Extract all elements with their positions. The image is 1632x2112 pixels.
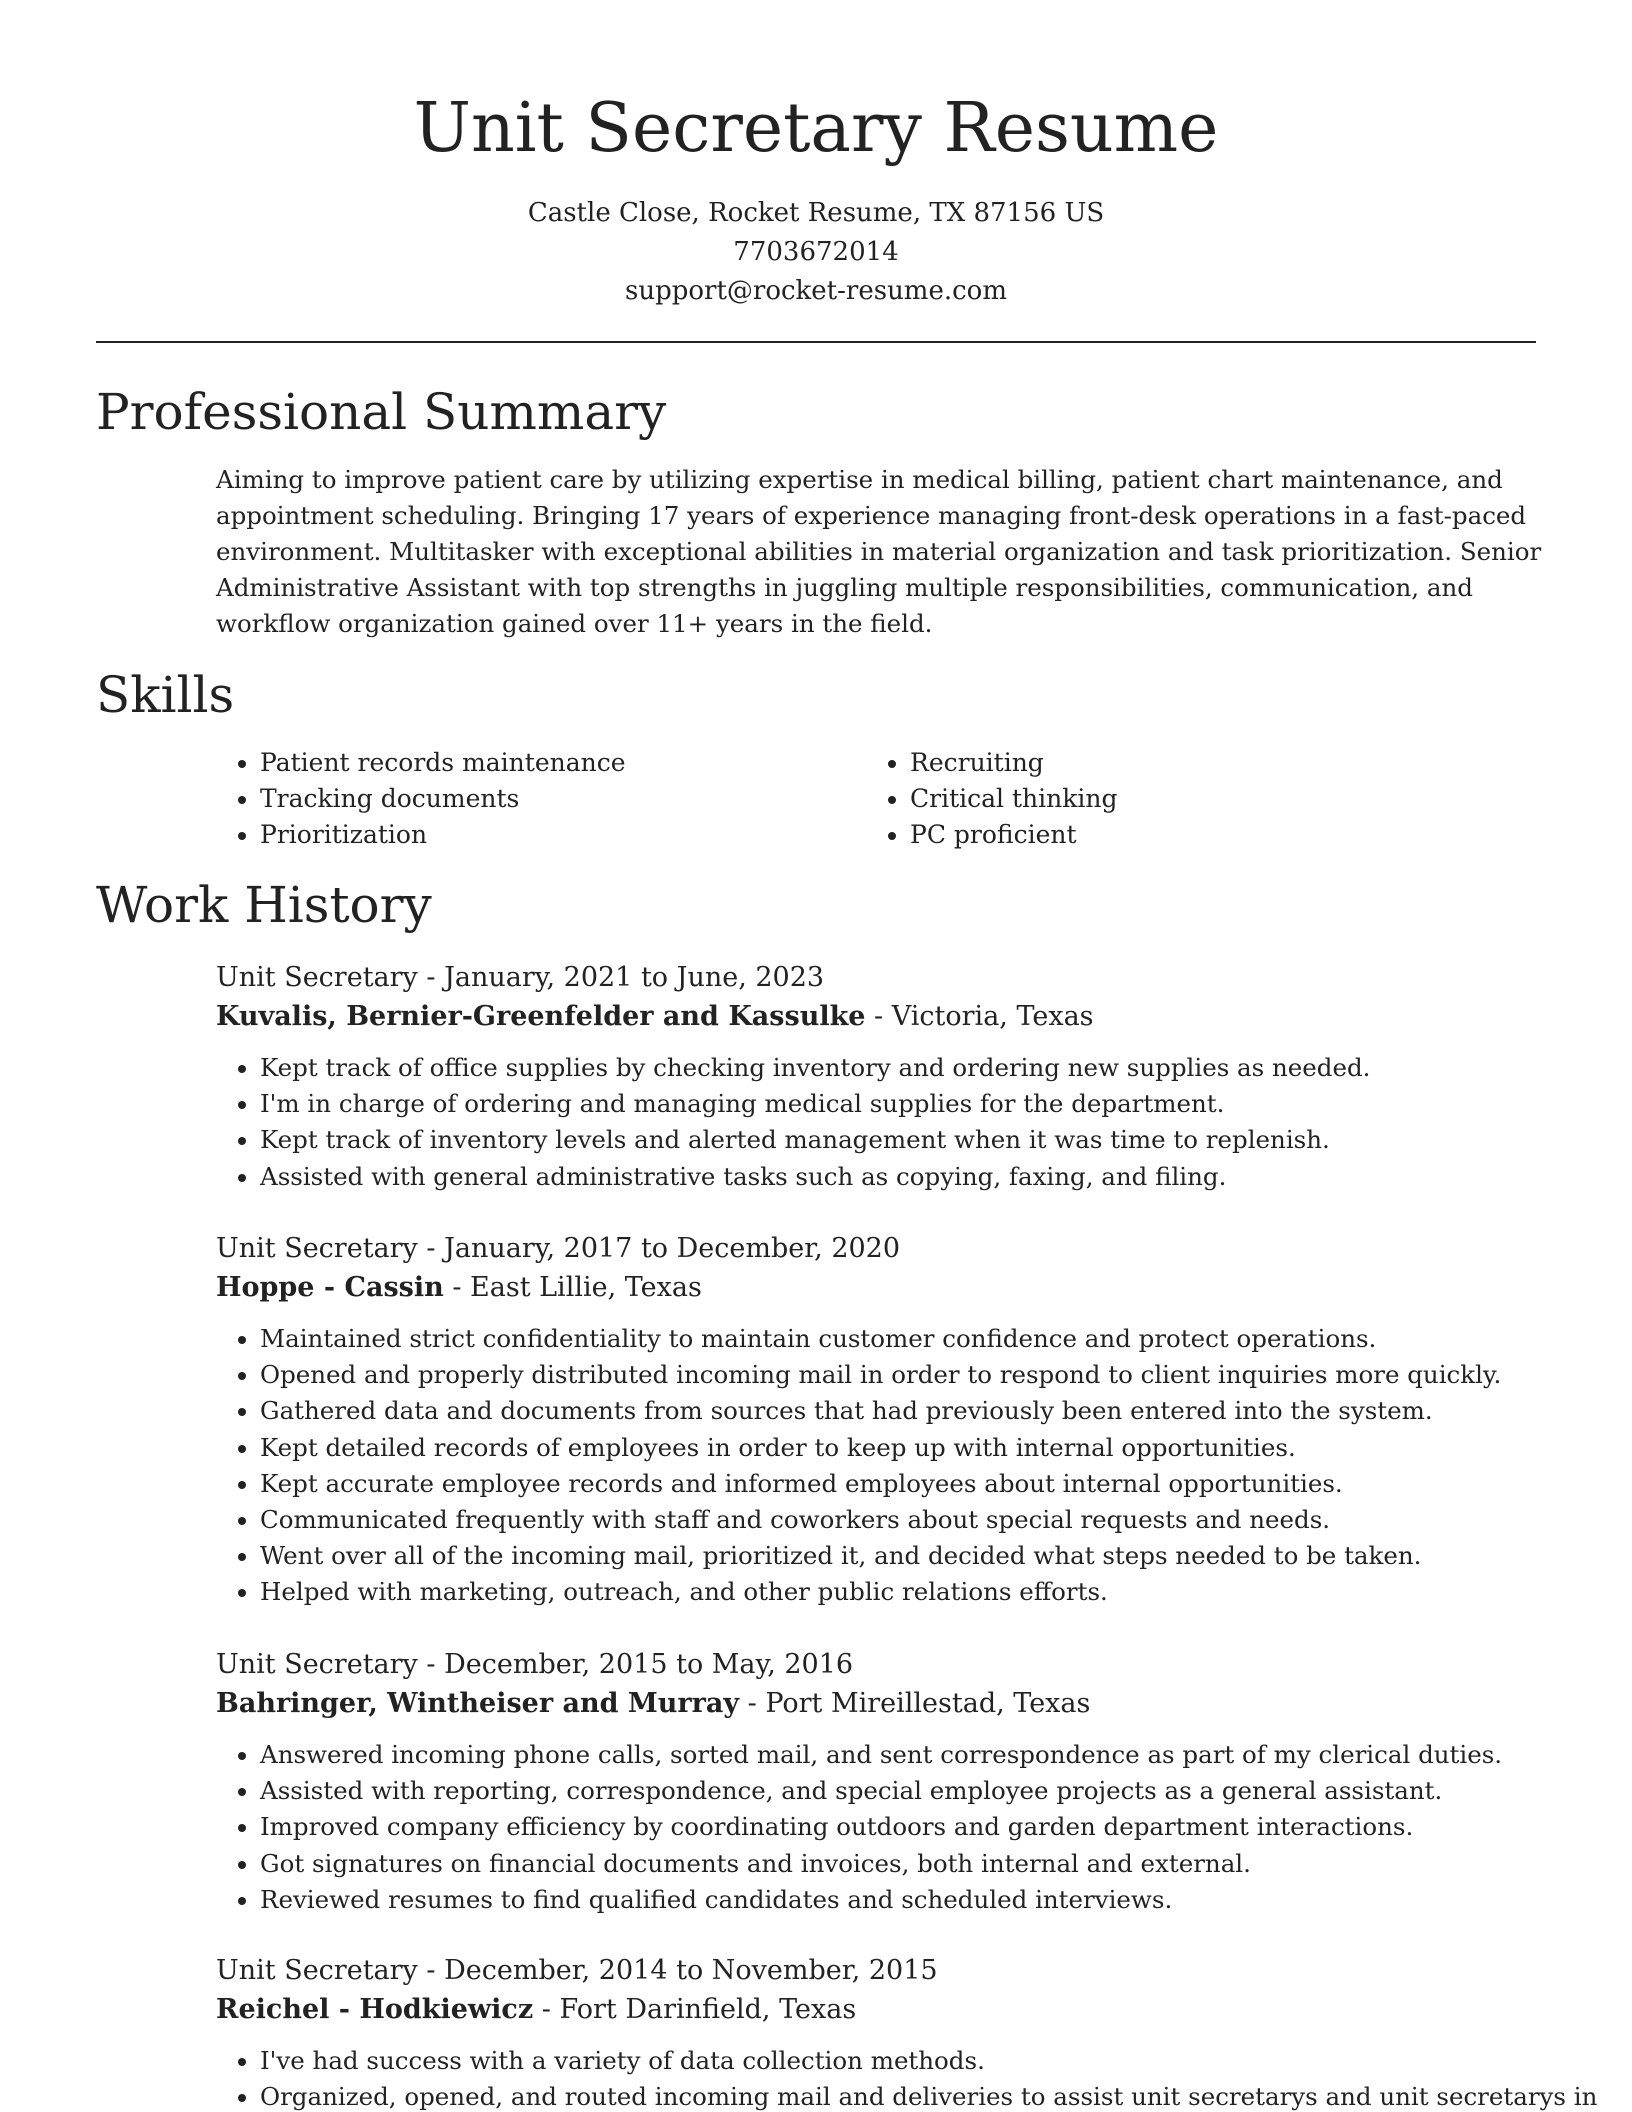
resume-header [0, 0, 1632, 311]
page-title: Unit Secretary Resume [413, 89, 1219, 168]
job-title-line [216, 1229, 1556, 1268]
skill-item: • Patient records maintenance [260, 745, 626, 781]
job-title-line [216, 1645, 1556, 1684]
separator: - [417, 1233, 445, 1264]
skills-column-left [216, 745, 626, 853]
job-duties [216, 1321, 1556, 1611]
skill-item: • Recruiting [910, 745, 1117, 781]
job-location: Victoria, Texas [891, 1001, 1094, 1032]
skills-heading: Skills [96, 666, 235, 724]
duty-item: • Kept track of inventory levels and alerted management when it was time to replenish. [260, 1122, 1556, 1158]
job-location: East Lillie, Texas [470, 1272, 702, 1303]
job-dates: January, 2017 to December, 2020 [444, 1233, 901, 1264]
duty-item: • Helped with marketing, outreach, and other public relations efforts. [260, 1574, 1556, 1610]
duty-item: • Answered incoming phone calls, sorted mail, and sent correspondence as part of my clerical duties. [260, 1737, 1556, 1773]
header-divider [96, 341, 1536, 343]
skill-item: • Tracking documents [260, 781, 626, 817]
job-title: Unit Secretary [216, 1955, 418, 1986]
work-history-heading: Work History [96, 876, 432, 934]
contact-phone: 7703672014 [733, 237, 899, 267]
duty-item: • Kept accurate employee records and informed employees about internal opportunities. [260, 1466, 1556, 1502]
separator: - [533, 1994, 560, 2025]
separator: - [443, 1272, 471, 1303]
job-company: Hoppe - Cassin [216, 1272, 444, 1303]
skill-item: • Critical thinking [910, 781, 1117, 817]
separator: - [417, 1955, 445, 1986]
duty-item: • I've had success with a variety of data collection methods. [260, 2043, 1556, 2079]
job-title: Unit Secretary [216, 1233, 418, 1264]
skill-item: • Prioritization [260, 817, 626, 853]
duty-item: • Improved company efficiency by coordinating outdoors and garden department interactions. [260, 1809, 1556, 1845]
separator: - [739, 1688, 766, 1719]
separator: - [865, 1001, 892, 1032]
separator: - [417, 962, 445, 993]
job-title: Unit Secretary [216, 1649, 418, 1680]
job-title-line [216, 1951, 1556, 1990]
job-location: Port Mireillestad, Texas [765, 1688, 1091, 1719]
job-company-line [216, 997, 1556, 1036]
job-entry [216, 1229, 1556, 1611]
job-title-line [216, 958, 1556, 997]
duty-item: • Got signatures on financial documents and invoices, both internal and external. [260, 1846, 1556, 1882]
duty-item: • Assisted with general administrative tasks such as copying, faxing, and filing. [260, 1159, 1556, 1195]
duty-item: • Communicated frequently with staff and coworkers about special requests and needs. [260, 1502, 1556, 1538]
job-duties [216, 2043, 1598, 2112]
duty-item: • Maintained strict confidentiality to maintain customer confidence and protect operations. [260, 1321, 1556, 1357]
duty-item: • Went over all of the incoming mail, prioritized it, and decided what steps needed to be taken. [260, 1538, 1556, 1574]
summary-text: Aiming to improve patient care by utilizing expertise in medical billing, patient chart maintenance, and appointment scheduling. Bringing 17 years of experience managing front-desk operations in a fast-paced environment. Multitasker with exceptional abilities in material organization and task prioritization. Senior Administrative Assistant with top strengths in juggling multiple responsibilities, communication, and workflow organization gained over 11+ years in the field. [216, 465, 1542, 638]
job-duties [216, 1050, 1556, 1195]
separator: - [417, 1649, 445, 1680]
job-company: Reichel - Hodkiewicz [216, 1994, 534, 2025]
job-company: Bahringer, Wintheiser and Murray [216, 1688, 740, 1719]
job-entry [216, 1951, 1598, 2112]
duty-item: • Reviewed resumes to find qualified candidates and scheduled interviews. [260, 1882, 1556, 1918]
job-entry [216, 958, 1556, 1195]
duty-item: • Organized, opened, and routed incoming mail and deliveries to assist unit secretarys and unit secretarys in [260, 2079, 1556, 2112]
duty-item: • Kept detailed records of employees in order to keep up with internal opportunities. [260, 1430, 1556, 1466]
skills-column-right [866, 745, 1117, 853]
job-dates: December, 2014 to November, 2015 [444, 1955, 938, 1986]
skill-item: • PC proficient [910, 817, 1117, 853]
duty-item: • I'm in charge of ordering and managing medical supplies for the department. [260, 1086, 1556, 1122]
duty-item: • Gathered data and documents from sources that had previously been entered into the system. [260, 1393, 1556, 1429]
job-duties [216, 1737, 1556, 1918]
job-title: Unit Secretary [216, 962, 418, 993]
job-company: Kuvalis, Bernier-Greenfelder and Kassulke [216, 1001, 866, 1032]
duty-item: • Opened and properly distributed incoming mail in order to respond to client inquiries more quickly. [260, 1357, 1556, 1393]
job-dates: December, 2015 to May, 2016 [444, 1649, 854, 1680]
duty-item: • Kept track of office supplies by checking inventory and ordering new supplies as needed. [260, 1050, 1556, 1086]
job-entry [216, 1645, 1556, 1918]
job-company-line [216, 1684, 1556, 1723]
contact-address: Castle Close, Rocket Resume, TX 87156 US [527, 198, 1105, 228]
contact-email: support@rocket-resume.com [624, 276, 1007, 306]
job-dates: January, 2021 to June, 2023 [444, 962, 825, 993]
job-company-line [216, 1268, 1556, 1307]
contact-info [0, 194, 1632, 311]
job-location: Fort Darinfield, Texas [559, 1994, 857, 2025]
duty-item: • Assisted with reporting, correspondence, and special employee projects as a general assistant. [260, 1773, 1556, 1809]
job-company-line [216, 1990, 1556, 2029]
summary-heading: Professional Summary [96, 383, 667, 441]
